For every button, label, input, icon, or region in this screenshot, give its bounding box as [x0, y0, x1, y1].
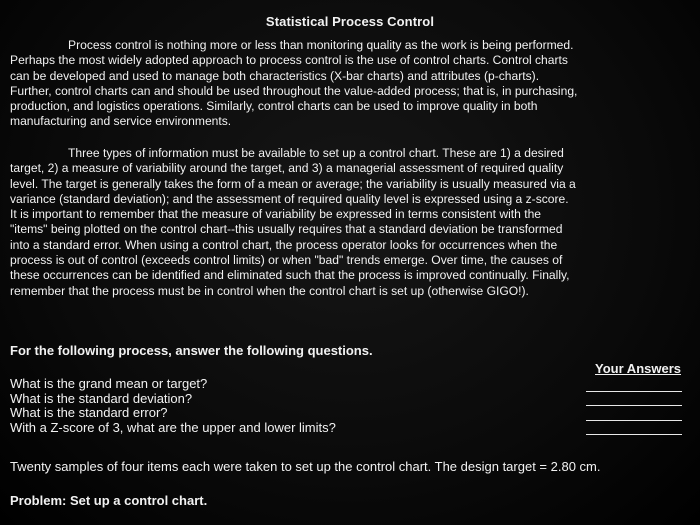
page-title: Statistical Process Control — [265, 14, 435, 29]
question-list — [10, 377, 336, 435]
paragraph-line: target, 2) a measure of variability around the target, and 3) a managerial assessment of required quality — [10, 161, 564, 176]
question-grand-mean: What is the grand mean or target? — [10, 376, 208, 391]
answer-blank-control-limits[interactable] — [586, 421, 682, 436]
paragraph-line: Perhaps the most widely adopted approach to process control is the use of control charts. Control charts — [10, 53, 568, 68]
paragraph-line: remember that the process must be in control when the control chart is set up (otherwise GIGO!). — [10, 283, 529, 298]
paragraph-line: "items" being plotted on the control chart--this usually requires that a standard deviation be transformed — [10, 222, 563, 237]
paragraph-line: Three types of information must be available to set up a control chart. These are 1) a desired — [68, 146, 564, 160]
paragraph-line: manufacturing and service environments. — [10, 114, 232, 129]
problem-statement: Problem: Set up a control chart. — [10, 493, 208, 508]
paragraph-line: Further, control charts can and should be used throughout the value-added process; that is, in purchasing, — [10, 83, 578, 98]
paragraph-process-control — [10, 38, 690, 130]
your-answers-label: Your Answers — [595, 361, 681, 376]
paragraph-line: these occurrences can be identified and eliminated such that the process is improved continually. Finally, — [10, 268, 570, 283]
answer-blank-grand-mean[interactable] — [586, 377, 682, 392]
paragraph-line: into a standard error. When using a control chart, the process operator looks for occurrences when the — [10, 237, 558, 252]
question-standard-error: What is the standard error? — [10, 405, 168, 420]
answer-blank-standard-error[interactable] — [586, 406, 682, 421]
answer-blanks — [586, 377, 682, 435]
question-standard-deviation: What is the standard deviation? — [10, 390, 193, 406]
paragraph-line: level. The target is generally takes the form of a mean or average; the variability is usually measured via a — [10, 176, 576, 191]
paragraph-control-chart-info — [10, 146, 690, 299]
paragraph-line: variance (standard deviation); and the assessment of required quality level is expressed using a z-score. — [10, 191, 569, 206]
paragraph-line: Process control is nothing more or less than monitoring quality as the work is being performed. — [68, 38, 574, 52]
questions-heading: For the following process, answer the following questions. — [10, 343, 373, 358]
question-control-limits: With a Z-score of 3, what are the upper and lower limits? — [10, 419, 336, 435]
answer-blank-standard-deviation[interactable] — [586, 392, 682, 407]
paragraph-line: can be developed and used to manage both characteristics (X-bar charts) and attributes (p-charts). — [10, 68, 540, 83]
paragraph-line: process is out of control (exceeds control limits) or when "bad" trends emerge. Over time, the causes of — [10, 253, 563, 268]
paragraph-line: production, and logistics operations. Similarly, control charts can be used to improve quality in both — [10, 99, 538, 114]
paragraph-line: It is important to remember that the measure of variability be expressed in terms consistent with the — [10, 207, 542, 222]
samples-statement: Twenty samples of four items each were taken to set up the control chart. The design target = 2.80 cm. — [10, 459, 601, 474]
